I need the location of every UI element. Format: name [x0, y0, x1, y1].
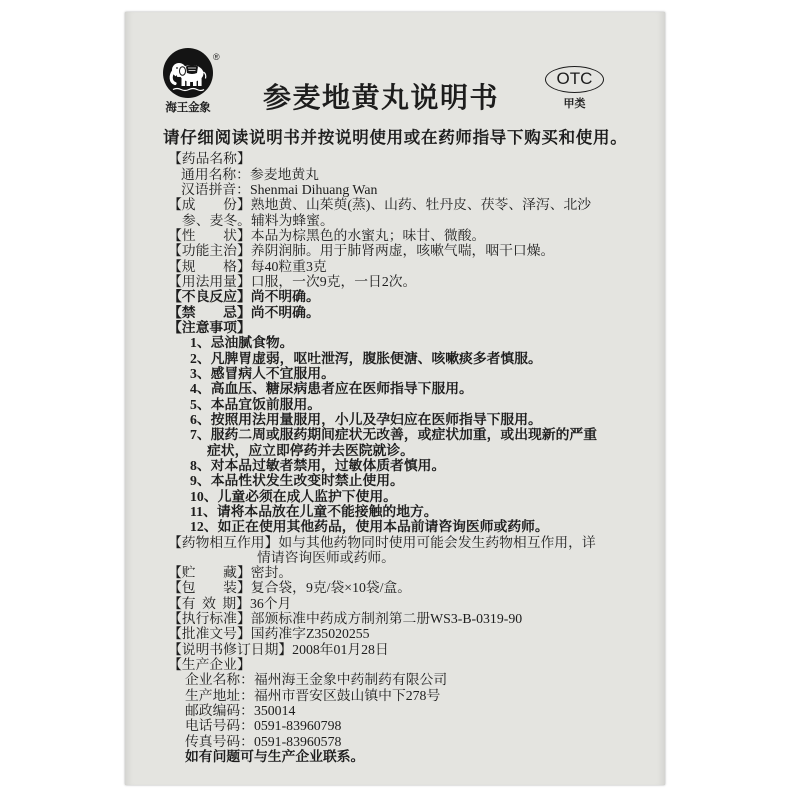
contraindications-section	[168, 305, 638, 320]
section-heading: 【药物相互作用】	[168, 534, 279, 550]
precautions-section	[168, 320, 638, 335]
section-heading: 【禁 忌】	[168, 304, 251, 320]
generic-name-row	[168, 167, 638, 182]
section-heading: 【不良反应】	[168, 289, 251, 305]
interactions-section	[168, 535, 638, 550]
manufacturer-section	[168, 657, 638, 672]
section-heading: 【功能主治】	[168, 243, 251, 259]
section-heading: 【贮 藏】	[168, 565, 251, 581]
ingredients-section	[168, 197, 638, 212]
list-item: 2、凡脾胃虚弱，呕吐泄泻，腹胀便溏、咳嗽痰多者慎服。	[190, 350, 542, 366]
list-item: 4、高血压、糖尿病患者应在医师指导下服用。	[190, 381, 473, 397]
standard-section	[168, 611, 638, 626]
shelf-life-section	[168, 596, 638, 611]
list-item: 5、本品宜饭前服用。	[190, 396, 322, 412]
field-label: 传真号码：	[185, 733, 254, 749]
otc-class-label: 甲类	[563, 97, 586, 110]
section-heading: 【药品名称】	[168, 151, 251, 167]
ingredients-continued	[168, 213, 638, 228]
list-item: 10、儿童必须在成人监护下使用。	[190, 488, 397, 504]
storage-section	[168, 565, 638, 580]
section-heading: 【包 装】	[168, 580, 251, 596]
field-value: 福州海王金象中药制药有限公司	[253, 672, 448, 688]
section-heading: 【执行标准】	[168, 611, 251, 627]
section-text: 熟地黄、山茱萸(蒸)、山药、牡丹皮、茯苓、泽泻、北沙	[250, 197, 592, 213]
section-heading: 【注意事项】	[168, 319, 251, 335]
field-value: Shenmai Dihuang Wan	[249, 181, 378, 197]
section-heading: 【说明书修订日期】	[168, 641, 293, 657]
section-heading: 【规 格】	[168, 258, 251, 274]
company-address-row	[168, 688, 638, 703]
company-phone-row	[168, 718, 638, 733]
description-section	[168, 228, 638, 243]
section-heading: 【性 状】	[168, 227, 251, 243]
company-name-row	[168, 672, 638, 687]
interactions-continued	[168, 550, 638, 565]
adverse-reactions-section	[168, 289, 638, 304]
reading-notice: 请仔细阅读说明书并按说明使用或在药师指导下购买和使用。	[163, 128, 628, 147]
field-label: 生产地址：	[185, 687, 254, 703]
field-label: 汉语拼音：	[181, 181, 250, 197]
usage-section	[168, 274, 638, 289]
indications-section	[168, 243, 638, 258]
section-text: 本品为棕黑色的水蜜丸；味甘、微酸。	[250, 227, 486, 243]
list-item-continued: 症状，应立即停药并去医院就诊。	[207, 442, 414, 458]
list-item: 8、对本品过敏者禁用，过敏体质者慎用。	[190, 457, 446, 473]
list-item: 3、感冒病人不宜服用。	[190, 365, 335, 381]
section-text: 参、麦冬。辅料为蜂蜜。	[182, 212, 334, 228]
registered-mark: ®	[213, 52, 220, 62]
section-text: 尚不明确。	[250, 289, 320, 305]
field-value: 0591-83960578	[253, 733, 342, 749]
drug-name-section	[168, 151, 638, 166]
section-text: 每40粒重3克	[250, 258, 327, 274]
section-text: 尚不明确。	[250, 304, 320, 320]
pinyin-name-row	[168, 182, 638, 197]
revision-date-section	[168, 642, 638, 657]
company-postcode-row	[168, 703, 638, 718]
approval-number-section	[168, 626, 638, 641]
field-value: 350014	[253, 703, 296, 719]
section-text: 2008年01月28日	[292, 641, 389, 657]
section-text: 密封。	[250, 565, 293, 581]
list-item: 1、忌油腻食物。	[190, 335, 294, 351]
section-text: 如与其他药物同时使用可能会发生药物相互作用，详	[278, 534, 596, 550]
list-item: 7、服药二周或服药期间症状无改善，或症状加重，或出现新的严重	[190, 427, 598, 443]
list-item: 9、本品性状发生改变时禁止使用。	[190, 473, 404, 489]
section-heading: 【用法用量】	[168, 273, 251, 289]
brand-name: 海王金象	[165, 100, 211, 114]
section-text: 口服，一次9克，一日2次。	[250, 273, 417, 289]
list-item: 6、按照用法用量服用，小儿及孕妇应在医师指导下服用。	[190, 411, 542, 427]
section-heading: 【成 份】	[168, 197, 251, 213]
section-text: 情请咨询医师或药师。	[257, 549, 395, 565]
insert-body	[168, 151, 638, 764]
section-heading: 【生产企业】	[168, 657, 251, 673]
section-text: 部颁标准中药成方制剂第二册WS3-B-0319-90	[250, 611, 523, 627]
list-item: 12、如正在使用其他药品，使用本品前请咨询医师或药师。	[190, 519, 549, 535]
field-label: 通用名称：	[181, 166, 250, 182]
field-value: 0591-83960798	[253, 718, 342, 734]
section-text: 36个月	[249, 595, 292, 611]
list-item: 11、请将本品放在儿童不能接触的地方。	[190, 503, 438, 519]
field-label: 电话号码：	[185, 718, 254, 734]
document-title: 参麦地黄丸说明书	[263, 83, 500, 114]
packaging-section	[168, 580, 638, 595]
field-label: 企业名称：	[185, 672, 254, 688]
section-text: 养阴润肺。用于肺肾两虚，咳嗽气喘，咽干口燥。	[250, 243, 555, 259]
contact-note: 如有问题可与生产企业联系。	[185, 749, 365, 765]
company-fax-row	[168, 734, 638, 749]
elephant-emblem-icon	[162, 47, 214, 99]
section-heading: 【有 效 期】	[168, 595, 250, 611]
section-heading: 【批准文号】	[168, 626, 251, 642]
section-text: 复合袋，9克/袋×10袋/盒。	[250, 580, 412, 596]
section-text: 国药准字Z35020255	[250, 626, 370, 642]
field-value: 参麦地黄丸	[249, 166, 319, 182]
otc-badge: OTC	[545, 66, 604, 93]
field-value: 福州市晋安区鼓山镇中下278号	[253, 687, 441, 703]
field-label: 邮政编码：	[185, 703, 254, 719]
specification-section	[168, 259, 638, 274]
package-insert-sheet	[125, 12, 665, 785]
